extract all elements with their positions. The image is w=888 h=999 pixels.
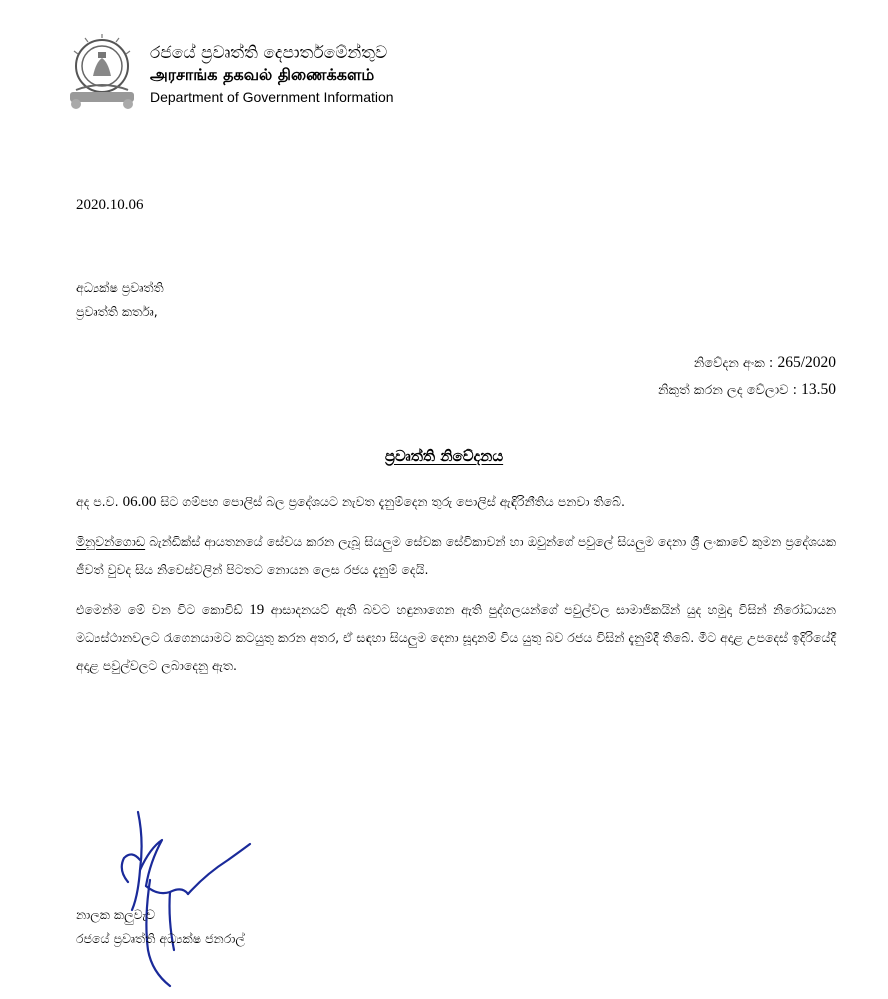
department-name-english: Department of Government Information xyxy=(150,89,394,105)
press-release-heading xyxy=(0,446,888,465)
location-underlined: මිනුවන්ගොඩ xyxy=(76,534,146,549)
reference-block xyxy=(658,350,836,404)
signer-name: නාලක කලුවැව xyxy=(76,907,156,922)
letterhead xyxy=(150,42,470,108)
curfew-time: 06.00 xyxy=(122,494,157,510)
document-date: 2020.10.06 xyxy=(76,197,144,213)
paragraph-1 xyxy=(76,488,836,516)
issue-time-label: නිකුත් කරන ලද වේලාව : xyxy=(658,383,797,398)
covid-number: 19 xyxy=(249,602,265,618)
notice-number-label: නිවේදන අංක : xyxy=(693,356,774,371)
department-name-sinhala: රජයේ ප්‍රවෘත්ති දෙපාර්තමේන්තුව xyxy=(150,43,388,63)
paragraph-1-part-a: අද ප.ව. xyxy=(76,494,119,509)
addressee-line-2: ප්‍රවෘත්ති කර්තෘ, xyxy=(76,304,158,319)
department-name-tamil: அரசாங்க தகவல் திணைக்களம் xyxy=(150,65,375,84)
addressee-line-1: අධ්‍යක්ෂ ප්‍රවෘත්ති xyxy=(76,280,164,295)
press-release-body xyxy=(76,488,836,692)
paragraph-2 xyxy=(76,528,836,584)
signer-block xyxy=(76,903,245,951)
paragraph-3-part-a: එමෙන්ම මේ වන විට කොවිඩ් xyxy=(76,602,243,617)
addressee-block xyxy=(76,276,164,324)
paragraph-3 xyxy=(76,596,836,680)
paragraph-3-part-b: ආසාදනයට් ඇති බවට හඳුනාගෙන ඇති පුද්ගලයන්ගේ පවුල්වල සාමාජිකයින් යුද හමුදා විසින් නිරෝධායන මධ්‍යස්ථානවලට රැගෙනයාමට කටයුතු කරන අතර, ඒ සඳහා සියලුම දෙනා සූදානම් විය යුතු බව රජය විසින් දැනුම්දී තිබේ. මීට අදාළ උපදෙස් ඉදිරියේදී අදාළ පවුල්වලට ලබාදෙනු ඇත. xyxy=(76,602,836,673)
handwritten-signature-icon xyxy=(110,800,290,990)
issue-time-value: 13.50 xyxy=(801,381,836,398)
signer-title: රජයේ ප්‍රවෘත්ති අධ්‍යක්ෂ ජනරාල් xyxy=(76,931,245,946)
paragraph-2-rest: බැන්ඩික්ස් ආයතනයේ සේවය කරන ලැබූ සියලුම සේවක සේවිකාවන් හා ඔවුන්ගේ පවුලේ සියලුම දෙනා ශ්‍රී ලංකාවේ කුමන ප්‍රදේශයක ජීවත් වුවද සිය නිවෙස්වලින් පිටතට නොයන ලෙස රජය දැනුම් දෙයි. xyxy=(76,534,836,577)
sri-lanka-emblem-icon xyxy=(62,32,142,112)
notice-number-value: 265/2020 xyxy=(777,354,836,371)
issue-time-row xyxy=(658,377,836,404)
heading-text: ප්‍රවෘත්ති නිවේදනය xyxy=(384,447,504,465)
notice-number-row xyxy=(658,350,836,377)
paragraph-1-part-b: සිට ගම්පහ පොලිස් බල ප්‍රදේශයට නැවත දැනුම්දෙන තුරු පොලිස් ඇඳිරිනීතිය පනවා තිබේ. xyxy=(160,494,626,509)
